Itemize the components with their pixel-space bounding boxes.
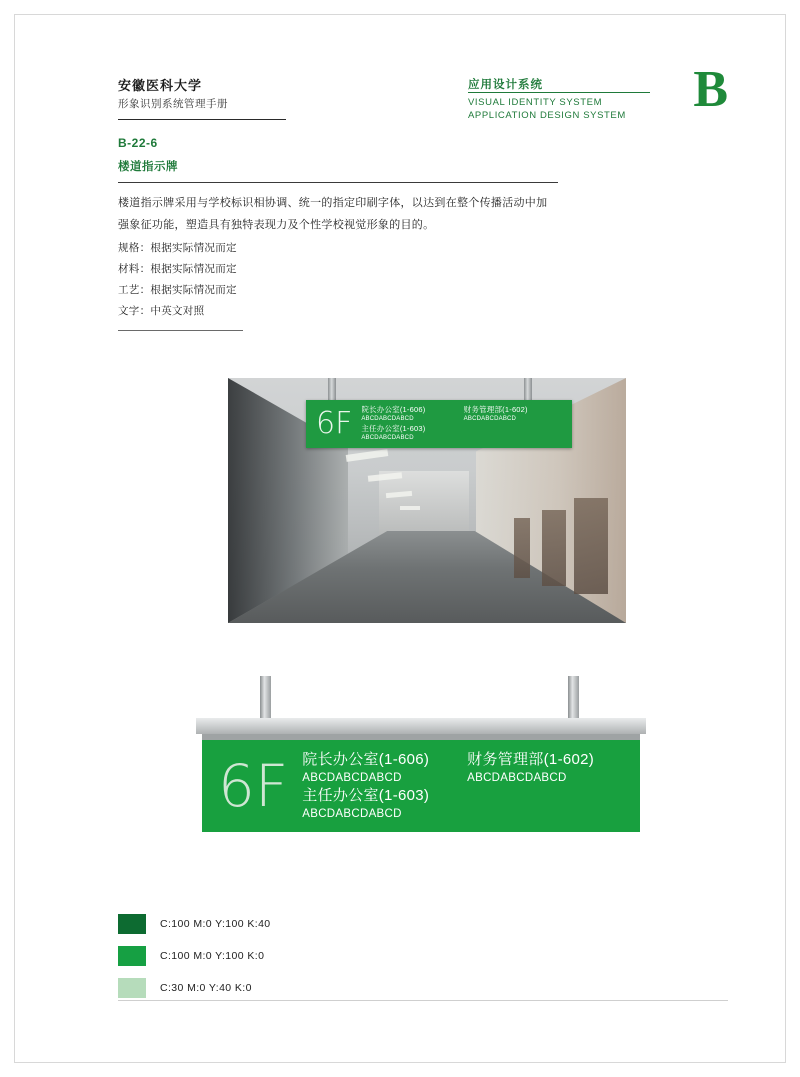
sign-entry-cn: 院长办公室(1-606) — [302, 751, 430, 768]
photo-sign-columns — [361, 405, 572, 443]
spec-item: 文字：中英文对照 — [118, 305, 205, 317]
color-swatch-list — [118, 910, 538, 1006]
sign-entry-cn: 财务管理部(1-602) — [467, 751, 595, 768]
system-name-cn: 应用设计系统 — [468, 79, 543, 91]
photo-sign-entry-en: ABCDABCDABCD — [361, 435, 414, 441]
photo-sign-entry-cn: 院长办公室(1-606) — [361, 405, 426, 414]
section-code: B-22-6 — [118, 136, 158, 150]
sign-floor-number: 6F — [218, 752, 289, 820]
section-block — [118, 136, 678, 236]
header-left-divider — [118, 119, 286, 120]
sign-column — [302, 750, 467, 822]
color-swatch-row — [118, 942, 538, 970]
system-name-en-line2: APPLICATION DESIGN SYSTEM — [468, 110, 626, 121]
sign-column — [467, 750, 632, 822]
corridor-door — [542, 510, 566, 586]
university-name: 安徽医科大学 — [118, 78, 203, 93]
color-chip — [118, 946, 146, 966]
color-spec-label: C:100 M:0 Y:100 K:0 — [160, 950, 265, 962]
header-left — [118, 78, 418, 112]
spec-item: 规格：根据实际情况而定 — [118, 242, 237, 254]
sign-top-bar — [196, 718, 646, 734]
section-description: 楼道指示牌采用与学校标识相协调、统一的指定印刷字体，以达到在整个传播活动中加强象征功能，塑造具有独特表现力及个性学校视觉形象的目的。 — [118, 197, 548, 231]
page-header — [118, 61, 728, 126]
sign-pole — [260, 676, 271, 722]
sign-pole — [328, 378, 336, 402]
manual-subtitle: 形象识别系统管理手册 — [118, 98, 228, 110]
sign-entry-en: ABCDABCDABCD — [467, 772, 567, 784]
spec-divider — [118, 330, 243, 331]
header-right-divider — [468, 92, 650, 93]
system-name-en-line1: VISUAL IDENTITY SYSTEM — [468, 97, 603, 108]
sign-artwork — [168, 676, 668, 836]
section-divider — [118, 182, 558, 183]
corridor-door — [574, 498, 608, 594]
footer-divider — [118, 1000, 728, 1001]
photo-sign-floor-number: 6F — [316, 406, 353, 441]
spec-item: 材料：根据实际情况而定 — [118, 263, 237, 275]
color-chip — [118, 978, 146, 998]
photo-corridor-end — [379, 471, 469, 541]
spec-item: 工艺：根据实际情况而定 — [118, 284, 237, 296]
photo-sign-entry-en: ABCDABCDABCD — [463, 416, 517, 422]
color-spec-label: C:30 M:0 Y:40 K:0 — [160, 982, 252, 994]
spec-list — [118, 238, 418, 331]
color-chip — [118, 914, 146, 934]
color-swatch-row — [118, 974, 538, 1002]
section-title: 楼道指示牌 — [118, 161, 178, 173]
sign-columns — [302, 750, 640, 822]
sign-entry-en: ABCDABCDABCD — [302, 808, 402, 820]
photo-sign-column — [464, 405, 566, 443]
photo-sign-column — [361, 405, 463, 443]
corridor-photo — [228, 378, 626, 623]
corridor-door — [514, 518, 530, 578]
photo-floor-sign — [306, 400, 572, 448]
ceiling-light — [400, 506, 420, 510]
sign-entry-en: ABCDABCDABCD — [302, 772, 402, 784]
section-letter: B — [693, 61, 728, 118]
sign-pole — [568, 676, 579, 722]
photo-sign-entry-cn: 财务管理部(1-602) — [463, 405, 528, 414]
color-spec-label: C:100 M:0 Y:100 K:40 — [160, 918, 271, 930]
photo-sign-entry-cn: 主任办公室(1-603) — [361, 424, 426, 433]
sign-pole — [524, 378, 532, 402]
sign-entry-cn: 主任办公室(1-603) — [302, 787, 430, 804]
photo-sign-entry-en: ABCDABCDABCD — [361, 416, 414, 422]
sign-panel — [202, 740, 640, 832]
color-swatch-row — [118, 910, 538, 938]
